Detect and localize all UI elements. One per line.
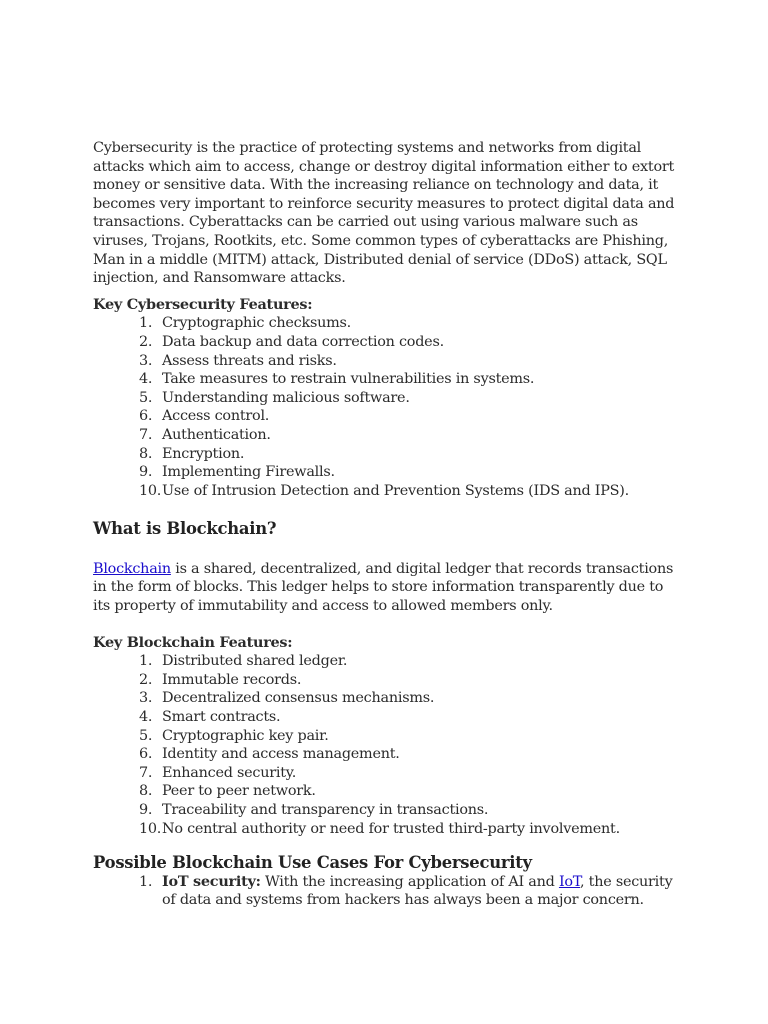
list-number: 10. — [139, 820, 162, 837]
list-item — [93, 652, 678, 671]
use-case-text-end: , the security of data and systems from hackers has always been a major concern. — [162, 873, 673, 909]
list-item — [93, 782, 678, 801]
list-item-text: Assess threats and risks. — [162, 352, 337, 369]
list-item-text: Identity and access management. — [162, 746, 400, 763]
list-number: 9. — [139, 464, 153, 481]
list-item — [93, 407, 678, 426]
list-item-text: Encryption. — [162, 445, 245, 462]
list-item-text: Cryptographic checksums. — [162, 315, 351, 332]
document-body — [93, 139, 678, 910]
list-number: 2. — [139, 671, 153, 688]
list-number: 2. — [139, 333, 153, 350]
list-item-text: Understanding malicious software. — [162, 389, 410, 406]
use-cases-list — [93, 873, 678, 910]
list-item — [93, 389, 678, 408]
list-item-text: Implementing Firewalls. — [162, 464, 335, 481]
list-item — [93, 671, 678, 690]
list-item-text: No central authority or need for trusted third-party involvement. — [162, 820, 620, 837]
list-number: 5. — [139, 727, 153, 744]
list-item-text: Decentralized consensus mechanisms. — [162, 690, 435, 707]
list-item-text: Distributed shared ledger. — [162, 653, 348, 670]
use-case-label: IoT security: — [162, 872, 261, 890]
list-item — [93, 708, 678, 727]
list-number: 4. — [139, 709, 153, 726]
list-item-text: Immutable records. — [162, 671, 302, 688]
list-item-text: Peer to peer network. — [162, 783, 316, 800]
list-item — [93, 482, 678, 501]
list-number: 3. — [139, 690, 153, 707]
list-item — [93, 426, 678, 445]
intro-paragraph: Cybersecurity is the practice of protecting systems and networks from digital attacks which aim to access, change or destroy digital information either to extort money or sensitive data. With the increasing reliance on technology and data, it becomes very important to reinforce security measures to protect digital data and transactions. Cyberattacks can be carried out using various malware such as viruses, Trojans, Rootkits, etc. Some common types of cyberattacks are Phishing, Man in a middle (MITM) attack, Distributed denial of service (DDoS) attack, SQL injection, and Ransomware attacks. — [93, 140, 675, 287]
list-item — [93, 314, 678, 333]
list-number: 1. — [139, 653, 153, 670]
blockchain-features-title: Key Blockchain Features: — [93, 633, 293, 651]
list-item-text: Authentication. — [162, 426, 271, 443]
list-number: 1. — [139, 315, 153, 332]
blockchain-intro-text: is a shared, decentralized, and digital ledger that records transactions in the form of blocks. This ledger helps to store information transparently due to its property of immutability and access to allowed members only. — [93, 560, 674, 615]
list-item-text: Data backup and data correction codes. — [162, 333, 444, 350]
list-item-text: Smart contracts. — [162, 709, 281, 726]
blockchain-intro-paragraph — [93, 560, 678, 616]
list-number: 1. — [139, 873, 153, 890]
list-item-text: Access control. — [162, 408, 270, 425]
list-item-text: Take measures to restrain vulnerabilities in systems. — [162, 371, 535, 388]
list-number: 6. — [139, 408, 153, 425]
list-item — [93, 689, 678, 708]
list-number: 7. — [139, 764, 153, 781]
list-item — [93, 764, 678, 783]
list-number: 7. — [139, 426, 153, 443]
list-item — [93, 801, 678, 820]
list-item-text: Enhanced security. — [162, 764, 297, 781]
list-number: 3. — [139, 352, 153, 369]
list-item — [93, 820, 678, 839]
list-number: 5. — [139, 389, 153, 406]
list-item — [93, 445, 678, 464]
list-item — [93, 873, 678, 910]
list-item-text: Traceability and transparency in transactions. — [162, 802, 489, 818]
list-number: 8. — [139, 445, 153, 462]
list-number: 6. — [139, 746, 153, 763]
cyber-features-list — [93, 314, 678, 500]
blockchain-link[interactable]: Blockchain — [93, 560, 171, 577]
list-number: 4. — [139, 371, 153, 388]
blockchain-heading: What is Blockchain? — [93, 519, 277, 539]
iot-link[interactable]: IoT — [558, 873, 581, 890]
list-item-text: Use of Intrusion Detection and Prevention Systems (IDS and IPS). — [162, 482, 629, 499]
list-number: 9. — [139, 802, 153, 818]
list-item-text: Cryptographic key pair. — [162, 727, 329, 744]
list-item — [93, 463, 678, 482]
cyber-features-title: Key Cybersecurity Features: — [93, 295, 313, 313]
use-cases-heading: Possible Blockchain Use Cases For Cybersecurity — [93, 853, 532, 873]
list-number: 10. — [139, 482, 162, 499]
list-item — [93, 745, 678, 764]
list-item — [93, 352, 678, 371]
list-item — [93, 727, 678, 746]
use-case-text: With the increasing application of AI and — [260, 873, 559, 890]
list-item — [93, 333, 678, 352]
list-number: 8. — [139, 783, 153, 800]
list-item — [93, 370, 678, 389]
blockchain-features-list — [93, 652, 678, 838]
